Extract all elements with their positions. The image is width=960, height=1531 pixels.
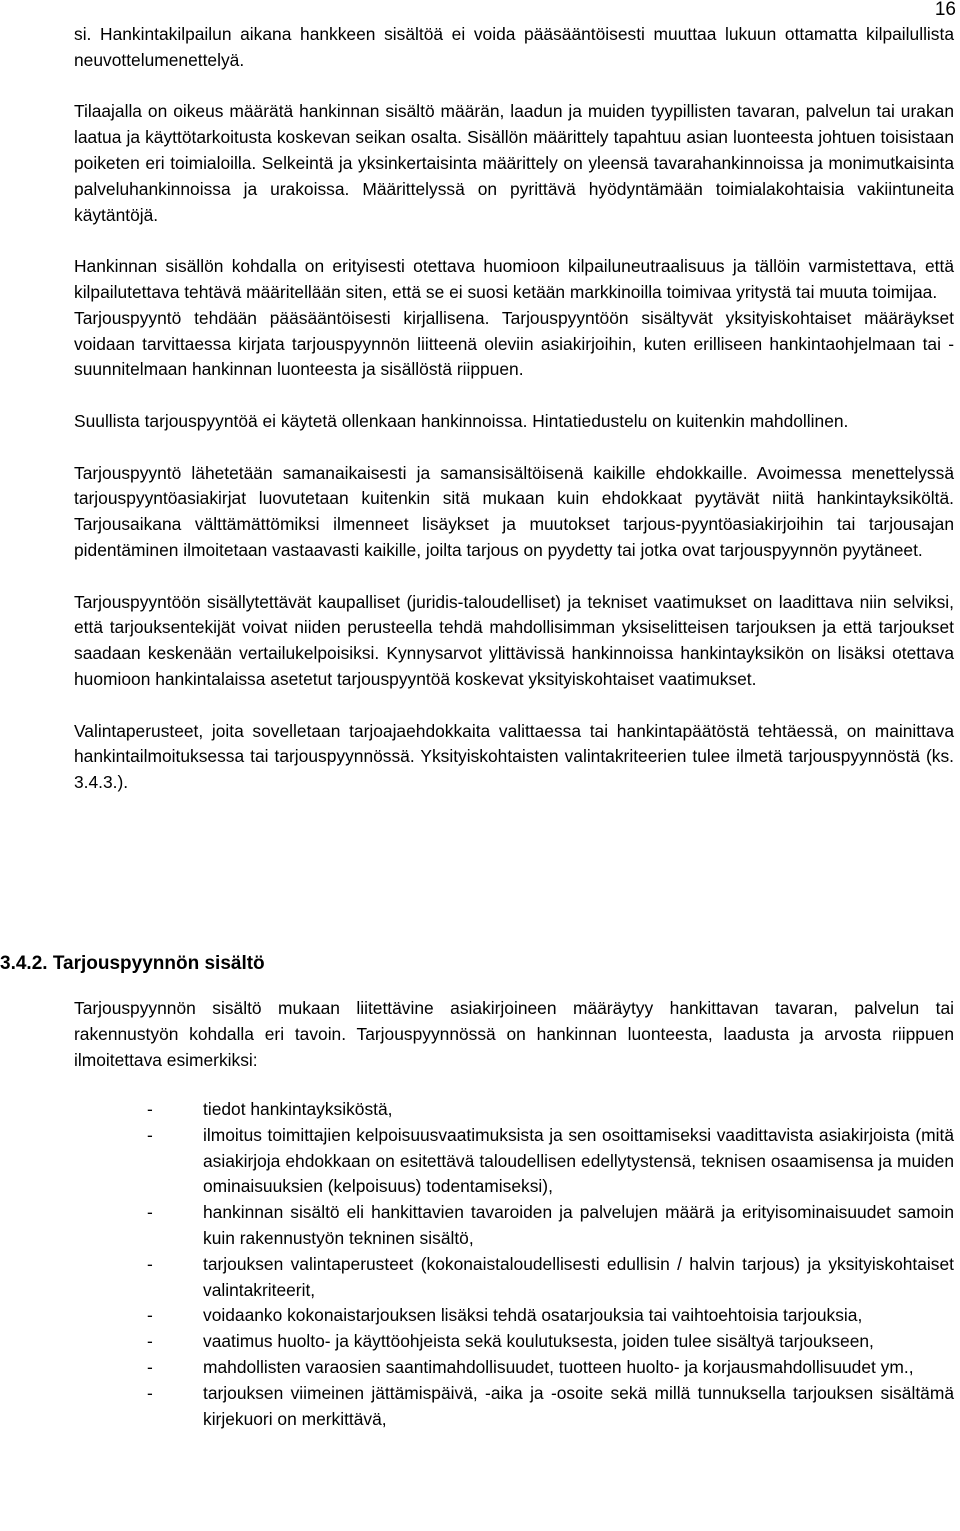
list-bullet: -	[147, 1305, 153, 1326]
list-item-text: vaatimus huolto- ja käyttöohjeista sekä koulutuksesta, joiden tulee sisältyä tarjoukseen,	[203, 1331, 874, 1352]
list-item	[147, 1200, 954, 1252]
list-bullet: -	[147, 1382, 153, 1403]
paragraph: Suullista tarjouspyyntöä ei käytetä ollenkaan hankinnoissa. Hintatiedustelu on kuitenkin mahdollinen.	[74, 410, 849, 431]
list-item	[147, 1329, 954, 1355]
list-item-text: hankinnan sisältö eli hankittavien tavaroiden ja palvelujen määrä ja erityisominaisuudet samoin kuin rakennustyön tekninen sisältö,	[203, 1202, 954, 1248]
requirements-list	[147, 1097, 954, 1432]
list-bullet: -	[147, 1099, 153, 1119]
list-bullet: -	[147, 1356, 153, 1377]
list-item	[147, 1355, 954, 1381]
list-item	[147, 1252, 954, 1304]
document-body	[74, 22, 954, 796]
paragraph: Tarjouspyyntöön sisällytettävät kaupalliset (juridis-taloudelliset) ja tekniset vaatimukset on laadittava niin selviksi, että tarjouksentekijät voivat niiden perusteella tehdä mahdollisimman yksiselitteisen tarjouksen ja että tarjoukset saadaan keskenään vertailukelpoisiksi. Kynnysarvot ylittävissä hankinnoissa hankintayksikön on lisäksi otettava huomioon hankintalaissa asetetut tarjouspyyntöä koskevat yksityiskohtaiset vaatimukset.	[74, 591, 954, 689]
list-item	[147, 1097, 954, 1123]
list-item-text: tarjouksen viimeinen jättämispäivä, -aika ja -osoite sekä millä tunnuksella tarjouksen sisältämä kirjekuori on merkittävä,	[203, 1382, 954, 1429]
section-intro-block	[74, 996, 954, 1073]
paragraph: Valintaperusteet, joita sovelletaan tarjoajaehdokkaita valittaessa tai hankintapäätöstä tehtäessä, on mainittava hankintailmoituksessa tai tarjouspyynnössä. Yksityiskohtaisten valintakriteerien tulee ilmetä tarjouspyynnöstä (ks. 3.4.3.).	[74, 720, 954, 793]
list-item-text: ilmoitus toimittajien kelpoisuusvaatimuksista ja sen osoittamiseksi vaadittavista asiakirjoista (mitä asiakirjoja ehdokkaan on esitettävä taloudellisen edellytystensä, teknisen osaamisensa ja muiden ominaisuuksien (kelpoisuus) todentamiseksi),	[203, 1124, 954, 1197]
list-bullet: -	[147, 1202, 153, 1223]
list-bullet: -	[147, 1124, 153, 1145]
paragraph: Tarjouspyyntö tehdään pääsääntöisesti kirjallisena. Tarjouspyyntöön sisältyvät yksityiskohtaiset määräykset voidaan tarvittaessa kirjata tarjouspyynnön liitteenä oleviin asiakirjoihin, kuten erilliseen hankintaohjelmaan tai -suunnitelmaan hankinnan luonteesta ja sisällöstä riippuen.	[74, 307, 954, 380]
section-intro: Tarjouspyynnön sisältö mukaan liitettävine asiakirjoineen määräytyy hankittavan tavaran, palvelun tai rakennustyön kohdalla eri tavoin. Tarjouspyynnössä on hankinnan luonteesta, laadusta ja arvosta riippuen ilmoitettava esimerkiksi:	[74, 998, 954, 1070]
list-bullet: -	[147, 1331, 153, 1352]
list-item-text: tarjouksen valintaperusteet (kokonaistaloudellisesti edullisin / halvin tarjous) ja yksityiskohtaiset valintakriteerit,	[203, 1253, 954, 1300]
list-item	[147, 1303, 954, 1329]
paragraph: Hankinnan sisällön kohdalla on erityisesti otettava huomioon kilpailuneutraalisuus ja tällöin varmistettava, että kilpailutettava tehtävä määritellään siten, että se ei suosi ketään markkinoilla toimivaa yritystä tai muuta toimijaa.	[74, 256, 954, 302]
paragraph: si. Hankintakilpailun aikana hankkeen sisältöä ei voida pääsääntöisesti muuttaa lukuun ottamatta kilpailullista neuvottelumenettelyä.	[74, 24, 954, 70]
section-heading: 3.4.2. Tarjouspyynnön sisältö	[0, 953, 265, 974]
list-item-text: tiedot hankintayksiköstä,	[203, 1099, 393, 1119]
list-item	[147, 1123, 954, 1200]
list-item-text: mahdollisten varaosien saantimahdollisuudet, tuotteen huolto- ja korjausmahdollisuudet ym.,	[203, 1356, 914, 1377]
list-item	[147, 1381, 954, 1433]
page-number: 16	[934, 0, 956, 20]
list-bullet: -	[147, 1253, 153, 1274]
list-item-text: voidaanko kokonaistarjouksen lisäksi tehdä osatarjouksia tai vaihtoehtoisia tarjouksia,	[203, 1305, 863, 1326]
paragraph: Tarjouspyyntö lähetetään samanaikaisesti ja samansisältöisenä kaikille ehdokkaille. Avoimessa menettelyssä tarjouspyyntöasiakirjat luovutetaan kuitenkin sitä mukaan kuin ehdokkaat pyytävät niitä hankintayksiköltä. Tarjousaikana välttämättömiksi ilmenneet lisäykset ja muutokset tarjous-pyyntöasiakirjoihin tai tarjousajan pidentäminen ilmoitetaan vastaavasti kaikille, joilta tarjous on pyydetty tai jotka ovat tarjouspyynnön pyytäneet.	[74, 462, 954, 560]
paragraph: Tilaajalla on oikeus määrätä hankinnan sisältö määrän, laadun ja muiden tyypillisten tavaran, palvelun tai urakan laatua ja käyttötarkoitusta koskevan seikan osalta. Sisällön määrittely tapahtuu asian luonteesta johtuen toisistaan poiketen eri toimialoilla. Selkeintä ja yksinkertaisinta määrittely on yleensä tavarahankinnoissa ja monimutkaisinta palveluhankinnoissa ja urakoissa. Määrittelyssä on pyrittävä hyödyntämään toimialakohtaisia vakiintuneita käytäntöjä.	[74, 101, 954, 225]
